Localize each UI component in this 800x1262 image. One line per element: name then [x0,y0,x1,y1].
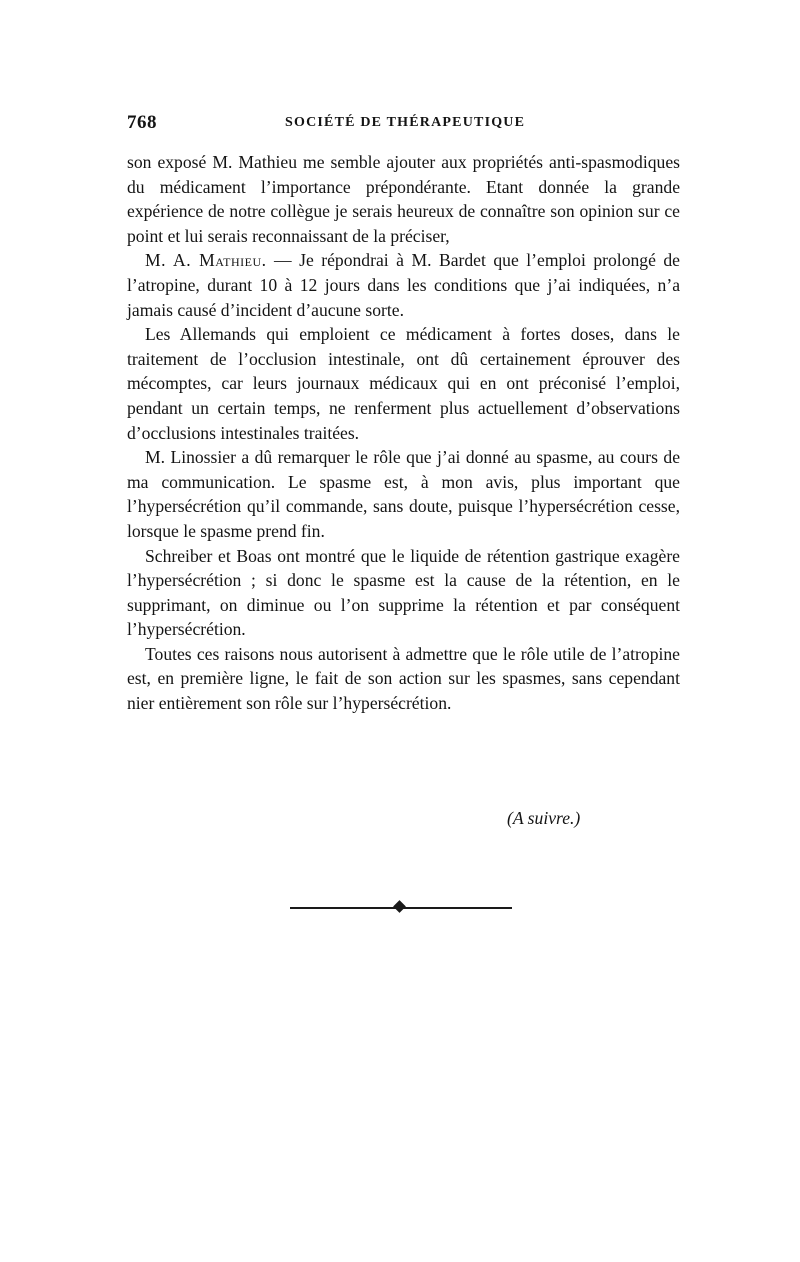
paragraph-schreiber-boas: Schreiber et Boas ont montré que le liquide de rétention gastrique exagère l’hypersécrétion ; si donc le spasme est la cause de la rétention, en le supprimant, on diminue ou l’on supprime la rétention et par conséquent l’hypersécrétion. [127,545,680,640]
paragraph-linossier: M. Linossier a dû remarquer le rôle que j’ai donné au spasme, au cours de ma communication. Le spasme est, à mon avis, plus important que l’hypersécrétion qu’il commande, sans doute, puisque l’hypersécrétion cesse, lorsque le spasme prend fin. [127,447,680,541]
paragraph-mathieu-reply [127,248,680,322]
running-head: SOCIÉTÉ DE THÉRAPEUTIQUE [285,115,526,130]
to-be-continued: (A suivre.) [507,808,581,828]
reply-text: — Je répondrai à M. Bardet que l’emploi prolongé de l’atropine, durant 10 à 12 jours dans les conditions que j’ai indiquées, n’a jamais causé d’incident d’aucune sorte. [127,250,680,320]
speaker-name: M. A. Mathieu. [145,250,267,271]
diamond-ornament-icon [393,900,406,913]
paragraph-conclusion: Toutes ces raisons nous autorisent à admettre que le rôle utile de l’atropine est, en première ligne, le fait de son action sur les spasmes, sans cependant nier entièrement son rôle sur l’hypersécrétion. [127,643,680,714]
ornamental-rule [290,900,512,916]
page-number: 768 [127,112,157,133]
paragraph-continuation: son exposé M. Mathieu me semble ajouter aux propriétés anti-spasmodiques du médicament l’importance prépondérante. Etant donnée la grande expérience de notre collègue je serais heureux de connaître son opinion sur ce point et lui serais reconnaissant de la préciser, [127,152,680,246]
body-text [127,150,680,716]
page-header [127,112,687,138]
paragraph-allemands: Les Allemands qui emploient ce médicament à fortes doses, dans le traitement de l’occlusion intestinale, ont dû certainement éprouver des mécomptes, car leurs journaux médicaux qui en ont préconisé l’emploi, pendant un certain temps, ne renferment plus actuellement d’observations d’occlusions intestinales traitées. [127,324,680,443]
